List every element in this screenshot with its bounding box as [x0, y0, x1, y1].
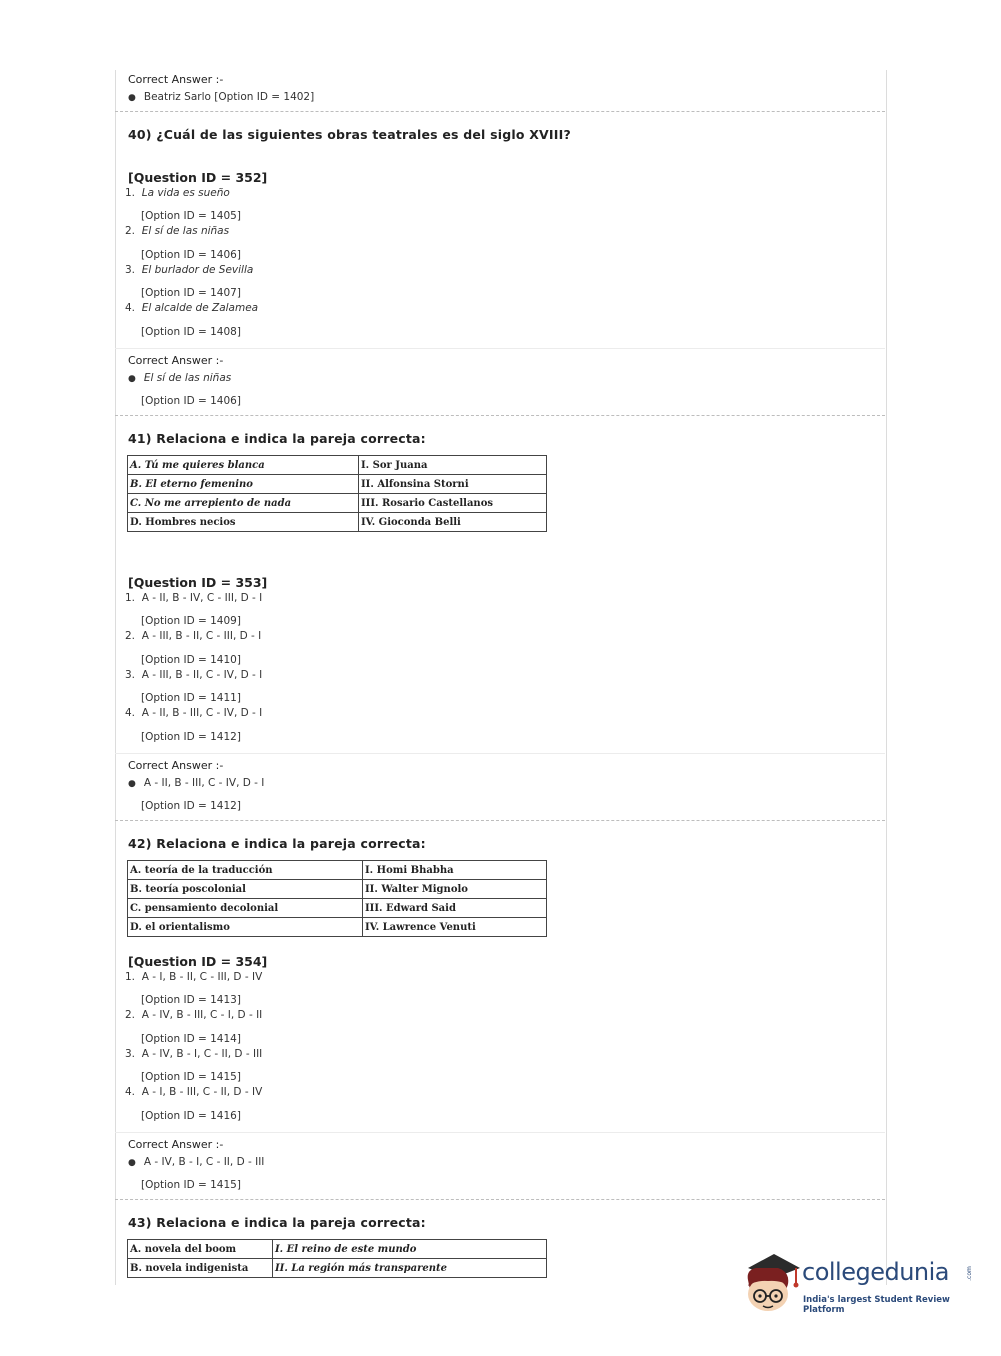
option-item: 3. A - IV, B - I, C - II, D - III [125, 1048, 263, 1060]
table-row: A. teoría de la traducción I. Homi Bhabha [128, 861, 547, 880]
table-row: D. el orientalismo IV. Lawrence Venuti [128, 918, 547, 937]
collegedunia-logo [738, 1250, 978, 1320]
brand-name: collegedunia [802, 1258, 950, 1286]
brand-tagline: India's largest Student Review Platform [803, 1295, 950, 1315]
question-title: 40) ¿Cuál de las siguientes obras teatrales es del siglo XVIII? [128, 127, 571, 142]
match-table [127, 455, 547, 532]
correct-answer-item: ● El sí de las niñas [128, 372, 232, 384]
option-id: [Option ID = 1416] [141, 1110, 241, 1122]
bullet-icon: ● [128, 374, 136, 384]
option-item: 1. A - I, B - II, C - III, D - IV [125, 971, 263, 983]
answer-divider [115, 1132, 885, 1133]
table-row: C. pensamiento decolonial III. Edward Said [128, 899, 547, 918]
correct-answer-text: Beatriz Sarlo [Option ID = 1402] [143, 91, 315, 103]
option-id: [Option ID = 1411] [141, 692, 241, 704]
section-divider [115, 415, 885, 416]
bullet-icon: ● [128, 779, 136, 789]
option-item: 3. A - III, B - II, C - IV, D - I [125, 669, 263, 681]
option-id: [Option ID = 1415] [141, 1071, 241, 1083]
option-item: 4. El alcalde de Zalamea [125, 302, 259, 314]
option-id: [Option ID = 1409] [141, 615, 241, 627]
correct-answer-label: Correct Answer :- [128, 73, 224, 86]
correct-option-id: [Option ID = 1412] [141, 800, 241, 812]
option-item: 2. A - III, B - II, C - III, D - I [125, 630, 262, 642]
question-id: [Question ID = 354] [128, 954, 268, 969]
table-row: D. Hombres necios IV. Gioconda Belli [128, 513, 547, 532]
correct-answer-label: Correct Answer :- [128, 1138, 224, 1151]
table-row: B. El eterno femenino II. Alfonsina Storni [128, 475, 547, 494]
option-item: 2. El sí de las niñas [125, 225, 230, 237]
table-row: A. novela del boom I. El reino de este mundo [128, 1240, 547, 1259]
option-id: [Option ID = 1410] [141, 654, 241, 666]
correct-answer-item: ● A - II, B - III, C - IV, D - I [128, 777, 265, 789]
table-row: B. teoría poscolonial II. Walter Mignolo [128, 880, 547, 899]
section-divider [115, 820, 885, 821]
correct-option-id: [Option ID = 1415] [141, 1179, 241, 1191]
option-id: [Option ID = 1412] [141, 731, 241, 743]
table-row: C. No me arrepiento de nada III. Rosario Castellanos [128, 494, 547, 513]
match-table [127, 1239, 547, 1278]
option-item: 4. A - II, B - III, C - IV, D - I [125, 707, 263, 719]
section-divider [115, 1199, 885, 1200]
question-title: 43) Relaciona e indica la pareja correcta: [128, 1215, 426, 1230]
section-divider [115, 111, 885, 112]
question-title: 41) Relaciona e indica la pareja correcta: [128, 431, 426, 446]
answer-divider [115, 348, 885, 349]
table-row: B. novela indigenista II. La región más transparente [128, 1259, 547, 1278]
option-id: [Option ID = 1413] [141, 994, 241, 1006]
question-id: [Question ID = 353] [128, 575, 268, 590]
match-table [127, 860, 547, 937]
correct-option-id: [Option ID = 1406] [141, 395, 241, 407]
option-id: [Option ID = 1408] [141, 326, 241, 338]
correct-answer-item: ● A - IV, B - I, C - II, D - III [128, 1156, 265, 1168]
correct-answer-label: Correct Answer :- [128, 759, 224, 772]
bullet-icon: ● [128, 93, 136, 103]
student-mascot-icon [738, 1250, 802, 1318]
answer-divider [115, 753, 885, 754]
option-id: [Option ID = 1414] [141, 1033, 241, 1045]
brand-domain: .com [965, 1266, 973, 1281]
option-item: 1. A - II, B - IV, C - III, D - I [125, 592, 263, 604]
option-id: [Option ID = 1407] [141, 287, 241, 299]
option-item: 4. A - I, B - III, C - II, D - IV [125, 1086, 263, 1098]
option-item: 1. La vida es sueño [125, 187, 230, 199]
bullet-icon: ● [128, 1158, 136, 1168]
question-id: [Question ID = 352] [128, 170, 268, 185]
question-title: 42) Relaciona e indica la pareja correcta: [128, 836, 426, 851]
option-id: [Option ID = 1406] [141, 249, 241, 261]
correct-answer-item [128, 91, 314, 103]
option-item: 3. El burlador de Sevilla [125, 264, 254, 276]
option-item: 2. A - IV, B - III, C - I, D - II [125, 1009, 263, 1021]
option-id: [Option ID = 1405] [141, 210, 241, 222]
table-row: A. Tú me quieres blanca I. Sor Juana [128, 456, 547, 475]
correct-answer-label: Correct Answer :- [128, 354, 224, 367]
